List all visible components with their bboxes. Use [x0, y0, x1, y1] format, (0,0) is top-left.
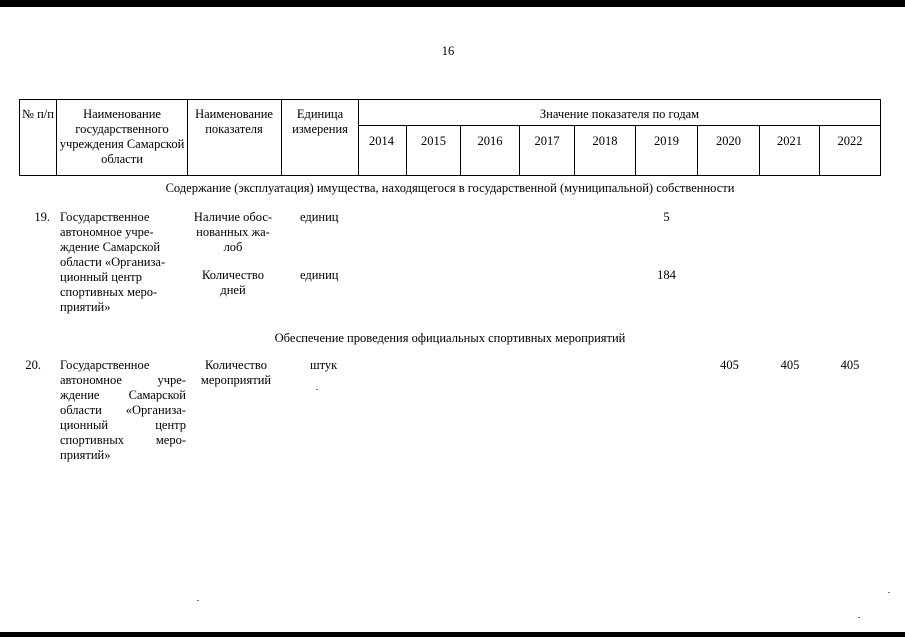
scan-speck	[888, 592, 890, 593]
header-year: 2022	[837, 134, 863, 148]
header-divider	[460, 125, 461, 176]
header-divider	[358, 125, 881, 126]
header-year: 2020	[716, 134, 741, 148]
header-year: 2018	[592, 134, 618, 148]
unit: единиц	[300, 210, 339, 224]
header-year: 2016	[477, 134, 503, 148]
header-border-top	[19, 99, 881, 100]
header-divider	[187, 99, 188, 176]
value-2022: 405	[840, 358, 860, 372]
institution-name: Государственное автономное учре-ждение Самарской области «Организа-ционный центр спортивных меро-приятий»	[60, 210, 166, 314]
value-2019: 5	[663, 210, 670, 224]
header-col-indicator: Наименование показателя	[195, 107, 273, 136]
institution-name: Государственное автономное учре-ждение Самарской области «Организа-ционный центр спортивных меро-приятий»	[60, 358, 186, 462]
scan-speck	[316, 389, 318, 390]
header-col-num: № п/п	[22, 107, 54, 121]
page-number: 16	[441, 44, 455, 58]
header-divider	[406, 125, 407, 176]
unit: штук	[310, 358, 338, 372]
header-col-years-group: Значение показателя по годам	[539, 107, 700, 121]
header-border-bottom	[19, 175, 881, 176]
header-divider	[759, 125, 760, 176]
header-divider	[281, 99, 282, 176]
header-year: 2015	[421, 134, 446, 148]
row-number: 20.	[25, 358, 41, 372]
header-year: 2014	[369, 134, 394, 148]
header-year: 2021	[777, 134, 802, 148]
header-col-institution: Наименование государственного учреждения Самарской области	[59, 107, 185, 166]
header-divider	[697, 125, 698, 176]
value-2021: 405	[780, 358, 800, 372]
value-2019: 184	[657, 268, 676, 282]
scan-speck	[858, 617, 860, 618]
row-number: 19.	[34, 210, 50, 224]
indicator-name: Количество мероприятий	[200, 358, 272, 387]
header-divider	[56, 99, 57, 176]
top-border-bar	[0, 0, 905, 7]
section-title: Содержание (эксплуатация) имущества, находящегося в государственной (муниципальной) собственности	[165, 181, 735, 195]
header-divider	[635, 125, 636, 176]
unit: единиц	[300, 268, 339, 282]
header-year: 2017	[534, 134, 560, 148]
header-col-unit: Единица измерения	[292, 107, 348, 136]
header-divider	[519, 125, 520, 176]
header-divider	[819, 125, 820, 176]
section-title: Обеспечение проведения официальных спортивных мероприятий	[274, 331, 626, 345]
scan-speck	[197, 600, 199, 601]
bottom-border-bar	[0, 632, 905, 637]
table-header	[19, 99, 881, 176]
indicator-name: Наличие обос-нованных жа-лоб	[193, 210, 273, 254]
value-2020: 405	[720, 358, 739, 372]
header-year: 2019	[654, 134, 679, 148]
header-border-right	[880, 99, 881, 176]
header-divider	[574, 125, 575, 176]
header-border-left	[19, 99, 20, 176]
indicator-name: Количество дней	[202, 268, 264, 297]
